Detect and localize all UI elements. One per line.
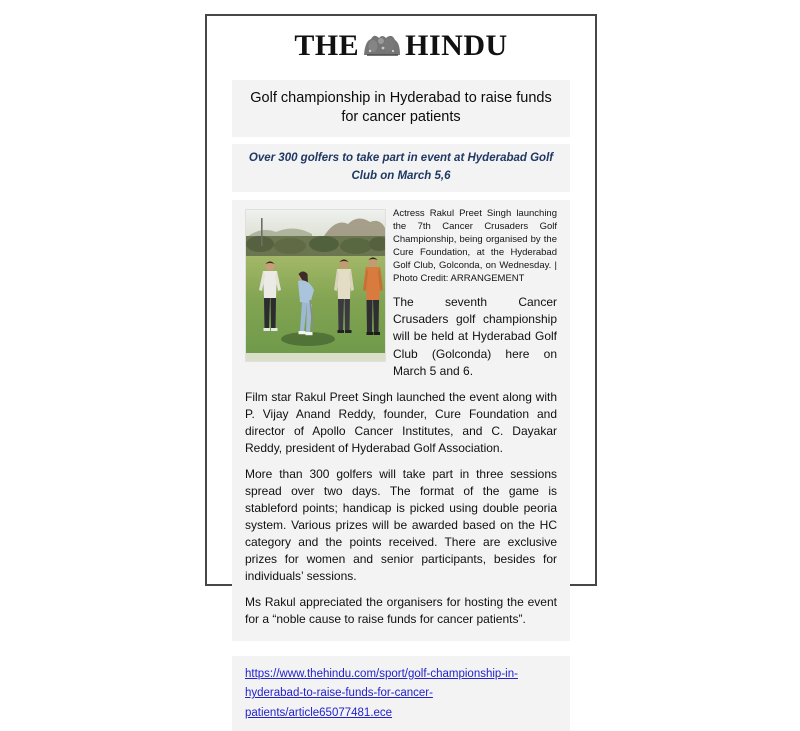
masthead-hindu: HINDU xyxy=(405,29,508,62)
paragraph-1: The seventh Cancer Crusaders golf championship will be held at Hyderabad Golf Club (Golconda) here on March 5 and 6. xyxy=(393,295,557,378)
golf-course-photo-graphic xyxy=(246,210,385,361)
masthead-the: THE xyxy=(294,29,360,62)
headline-box xyxy=(232,80,570,137)
article-headline: Golf championship in Hyderabad to raise funds for cancer patients xyxy=(250,90,552,126)
subheadline-box xyxy=(232,144,570,192)
masthead xyxy=(207,29,595,67)
article-page xyxy=(205,14,597,719)
paragraph-3: More than 300 golfers will take part in three sessions spread over two days. The format of the game is stableford points; handicap is picked using double peoria system. Various prizes will be awarded based on the HC category and the points received. There are exclusive prizes for women and senior participants, besides for individuals’ sessions. xyxy=(245,466,557,583)
article-body xyxy=(232,200,570,641)
article-subheadline: Over 300 golfers to take part in event at Hyderabad Golf Club on March 5,6 xyxy=(248,152,554,182)
article-photo xyxy=(245,209,386,362)
source-link-box xyxy=(232,656,570,731)
paragraph-4: Ms Rakul appreciated the organisers for hosting the event for a “noble cause to raise funds for cancer patients”. xyxy=(245,594,557,626)
hindu-crest-emblem-icon xyxy=(361,31,403,67)
paragraph-2: Film star Rakul Preet Singh launched the event along with P. Vijay Anand Reddy, founder, Cure Foundation and director of Apollo Cancer Institutes, and C. Dayakar Reddy, president of Hyderabad Golf Association. xyxy=(245,389,557,455)
article-source-link[interactable]: https://www.thehindu.com/sport/golf-championship-in-hyderabad-to-raise-funds-for-cancer-patients/article65077481.ece xyxy=(245,667,518,719)
photo-caption: Actress Rakul Preet Singh launching the 7th Cancer Crusaders Golf Championship, being organised by the Cure Foundation, at the Hyderabad Golf Club, Golconda, on Wednesday. | Photo Credit: ARRANGEMENT xyxy=(393,207,557,285)
